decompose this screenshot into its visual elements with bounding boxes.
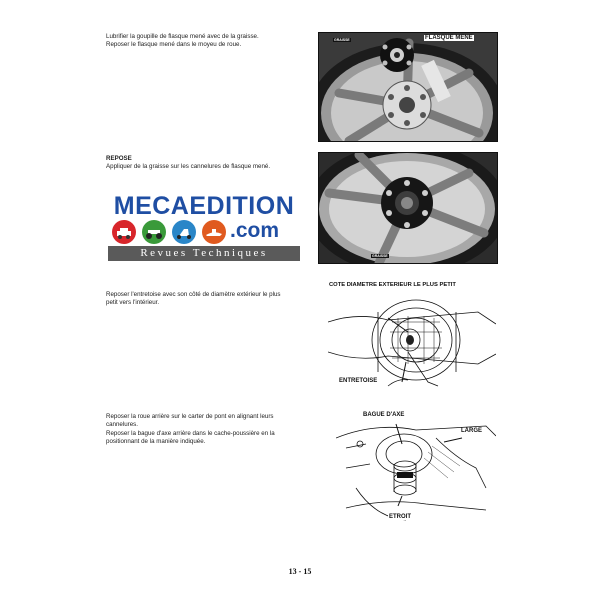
- spacer-diagram-image: [328, 282, 496, 392]
- scooter-icon: [172, 220, 196, 244]
- diagram-axle-collar: [336, 408, 496, 526]
- instruction-text-4: Reposer la roue arrière sur le carter de pont en alignant leurs cannelures. Reposer la bague d'axe arrière dans le cache-poussière en la positionnant de la manière indiquée.: [106, 413, 275, 446]
- instruction-text-3: Reposer l'entretoise avec son côté de diamètre extérieur le plus petit vers l'intérieur.: [106, 291, 281, 307]
- callout-narrow: ETROIT: [389, 514, 411, 520]
- grease-tag: GRAISSE: [334, 38, 350, 42]
- callout-axle-collar: BAGUE D'AXE: [363, 412, 405, 418]
- page-number: 13 - 15: [288, 567, 312, 576]
- quad-icon: [142, 220, 166, 244]
- callout-spacer: ENTRETOISE: [339, 378, 378, 384]
- instruction-text-1: Lubrifier la goupille de flasque mené avec de la graisse. Reposer le flasque mené dans le moyeu de roue.: [106, 33, 259, 49]
- section-heading-repose: REPOSE: [106, 155, 132, 162]
- mecaedition-logo: [108, 192, 300, 269]
- diagram-spacer: [328, 282, 496, 392]
- instruction-text-2: REPOSE Appliquer de la graisse sur les cannelures de flasque mené.: [106, 155, 271, 171]
- callout-driven-flange: FLASQUE MENE: [425, 35, 473, 41]
- callout-wide: LARGE: [461, 428, 482, 434]
- wheel-photo-2-image: [319, 153, 497, 263]
- photo-flange-splines: [318, 152, 498, 264]
- logo-dotcom: .com: [230, 219, 280, 242]
- logo-title: MECAEDITION: [113, 192, 295, 220]
- car-icon: [112, 220, 136, 244]
- callout-smallest-outer-diameter-side: COTE DIAMETRE EXTERIEUR LE PLUS PETIT: [329, 282, 456, 288]
- jetski-icon: [202, 220, 226, 244]
- wheel-photo-1-image: [319, 33, 497, 141]
- photo-driven-flange: [318, 32, 498, 142]
- logo-tagline: Revues Techniques: [108, 246, 300, 261]
- grease-tag: GRAISSE: [372, 254, 388, 258]
- axle-collar-diagram-image: [336, 408, 496, 526]
